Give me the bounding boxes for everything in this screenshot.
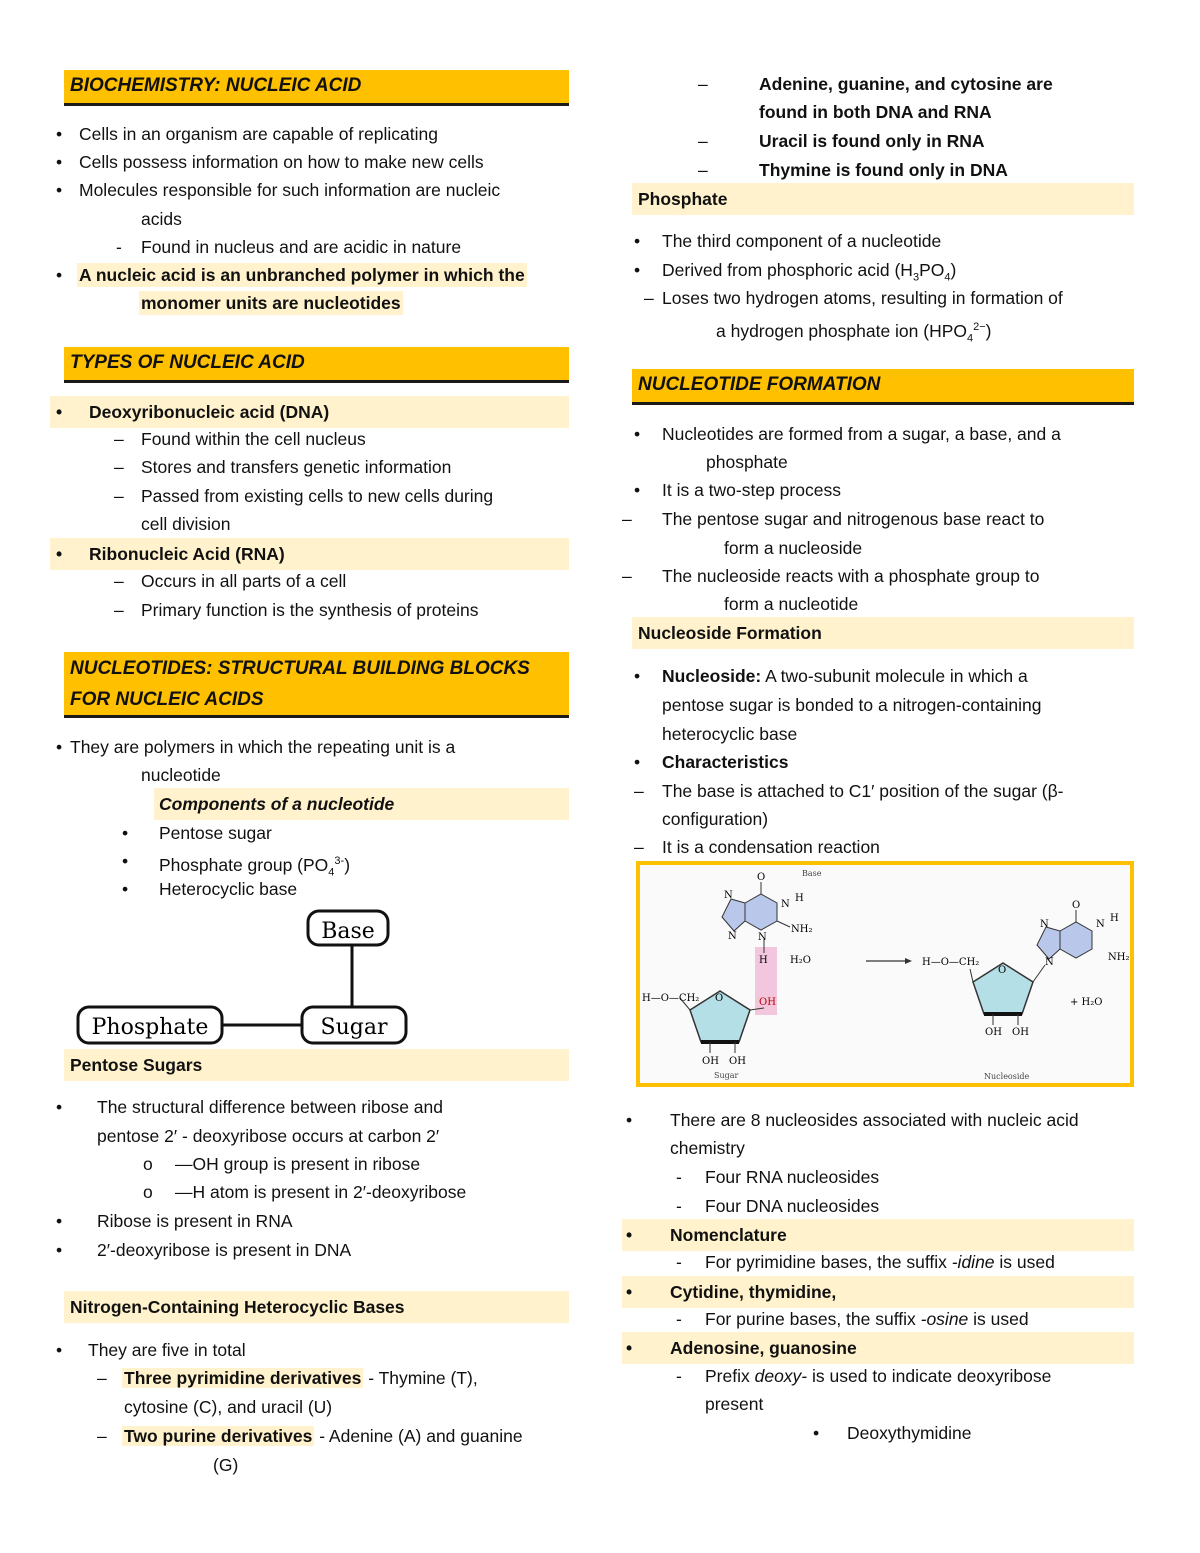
bullet-icon: • xyxy=(56,1240,63,1260)
pentose-line: pentose 2′ - deoxyribose occurs at carbon 2′ xyxy=(97,1126,440,1146)
bullet-icon: • xyxy=(56,124,63,144)
bases-note: Adenine, guanine, and cytosine are xyxy=(759,74,1053,94)
component-item: Pentose sugar xyxy=(159,823,272,843)
nucleic-acid-definition: monomer units are nucleotides xyxy=(141,293,401,313)
count-line: Four RNA nucleosides xyxy=(705,1167,880,1187)
formation-line: phosphate xyxy=(706,452,788,472)
count-line: There are 8 nucleosides associated with nucleic acid xyxy=(670,1110,1079,1130)
intro-line: Cells in an organism are capable of replicating xyxy=(79,124,438,144)
formation-line: The pentose sugar and nitrogenous base react to xyxy=(662,509,1045,529)
svg-text:N: N xyxy=(781,899,790,910)
nucleotides-intro: nucleotide xyxy=(141,765,221,785)
characteristic-line: configuration) xyxy=(662,809,769,829)
main-title: BIOCHEMISTRY: NUCLEIC ACID xyxy=(64,70,569,106)
svg-text:NH₂: NH₂ xyxy=(1108,952,1130,963)
bullet-icon: • xyxy=(634,666,641,686)
bullet-icon: • xyxy=(634,231,641,251)
bullet-icon: • xyxy=(56,180,63,200)
reaction-diagram xyxy=(640,865,1130,1083)
imidazole-ring xyxy=(722,899,745,931)
svg-text:N: N xyxy=(728,931,737,942)
dash-icon: – xyxy=(114,600,124,620)
svg-text:O: O xyxy=(715,993,724,1004)
bases-total: They are five in total xyxy=(88,1340,246,1360)
product-pyrimidine-ring xyxy=(1060,922,1092,958)
dash-icon: - xyxy=(676,1309,682,1329)
dash-icon: – xyxy=(114,571,124,591)
svg-text:OH: OH xyxy=(985,1027,1002,1038)
circle-bullet-icon: o xyxy=(143,1154,153,1174)
dash-icon: – xyxy=(698,131,708,151)
dash-icon: – xyxy=(622,509,632,529)
phosphate-line: a hydrogen phosphate ion $(HPO_4^{2-})$ xyxy=(716,320,992,345)
nucleotides-heading: NUCLEOTIDES: STRUCTURAL BUILDING BLOCKS FOR NUCLEIC ACIDS xyxy=(64,652,569,718)
count-line: chemistry xyxy=(670,1138,745,1158)
dash-icon: – xyxy=(698,160,708,180)
rna-label: • Ribonucleic Acid (RNA) xyxy=(50,538,569,570)
characteristic-line: It is a condensation reaction xyxy=(662,837,880,857)
pyrimidine-examples: • Cytidine, thymidine, xyxy=(622,1276,1134,1308)
bullet-icon: • xyxy=(56,152,63,172)
svg-text:NH₂: NH₂ xyxy=(791,924,813,935)
component-item: Phosphate group $(PO_4^{3-})$ xyxy=(159,854,351,879)
intro-line: Cells possess information on how to make new cells xyxy=(79,152,484,172)
dash-icon: - xyxy=(676,1252,682,1272)
bullet-icon: • xyxy=(634,752,641,772)
pyrimidine-line: cytosine (C), and uracil (U) xyxy=(124,1397,333,1417)
dash-icon: - xyxy=(676,1196,682,1216)
bullet-icon: • xyxy=(122,879,129,899)
nucleoside-definition: pentose sugar is bonded to a nitrogen-containing xyxy=(662,695,1042,715)
svg-text:N: N xyxy=(758,932,767,943)
types-heading: TYPES OF NUCLEIC ACID xyxy=(64,347,569,383)
nomenclature-line: present xyxy=(705,1394,764,1414)
svg-text:OH: OH xyxy=(702,1056,719,1067)
dna-point: cell division xyxy=(141,514,231,534)
svg-text:N: N xyxy=(1096,919,1105,930)
pentose-line: The structural difference between ribose and xyxy=(97,1097,443,1117)
nucleoside-reaction-figure xyxy=(636,861,1134,1087)
svg-text:O: O xyxy=(1072,900,1081,911)
nucleoside-caption: Nucleoside xyxy=(984,1072,1030,1081)
intro-line: Found in nucleus and are acidic in nature xyxy=(141,237,462,257)
deoxy-example: Deoxythymidine xyxy=(847,1423,972,1443)
product-imidazole-ring xyxy=(1037,927,1060,959)
nucleic-acid-definition: A nucleic acid is an unbranched polymer in which the xyxy=(79,265,525,285)
svg-text:O: O xyxy=(998,965,1007,976)
dash-icon: – xyxy=(97,1368,107,1388)
bullet-icon: • xyxy=(56,1097,63,1117)
count-line: Four DNA nucleosides xyxy=(705,1196,880,1216)
nucleoside-definition: Nucleoside: A two-subunit molecule in which a xyxy=(662,666,1028,686)
dash-icon: – xyxy=(698,74,708,94)
formation-heading: NUCLEOTIDE FORMATION xyxy=(632,369,1134,405)
dash-icon: – xyxy=(114,457,124,477)
purine-line: (G) xyxy=(213,1455,239,1475)
phosphate-line: The third component of a nucleotide xyxy=(662,231,942,251)
dash-icon: – xyxy=(644,288,654,308)
purine-examples: • Adenosine, guanosine xyxy=(622,1332,1134,1364)
svg-text:OH: OH xyxy=(759,997,776,1008)
formation-line: Nucleotides are formed from a sugar, a base, and a xyxy=(662,424,1061,444)
dash-icon: - xyxy=(676,1167,682,1187)
bullet-icon: • xyxy=(634,480,641,500)
pyrimidine-ring xyxy=(745,894,777,930)
bullet-icon: • xyxy=(56,1340,63,1360)
components-label: Components of a nucleotide xyxy=(154,788,569,820)
nucleotide-components-diagram xyxy=(74,908,414,1046)
dash-icon: - xyxy=(676,1366,682,1386)
bases-note: found in both DNA and RNA xyxy=(759,102,992,122)
component-item: Heterocyclic base xyxy=(159,879,298,899)
bullet-icon: • xyxy=(122,851,129,871)
bases-note: Thymine is found only in DNA xyxy=(759,160,1008,180)
dna-point: Passed from existing cells to new cells during xyxy=(141,486,494,506)
dash-icon: - xyxy=(116,237,122,257)
bullet-icon: • xyxy=(813,1423,820,1443)
dash-icon: – xyxy=(634,781,644,801)
svg-text:N: N xyxy=(724,890,733,901)
svg-text:O: O xyxy=(757,872,766,883)
sugar-caption: Sugar xyxy=(714,1071,739,1080)
svg-text:OH: OH xyxy=(729,1056,746,1067)
phosphate-heading: Phosphate xyxy=(632,183,1134,215)
formation-line: form a nucleotide xyxy=(724,594,859,614)
formation-line: The nucleoside reacts with a phosphate group to xyxy=(662,566,1040,586)
bullet-icon: • xyxy=(56,265,63,285)
water-product-label: + H₂O xyxy=(1070,997,1103,1008)
dna-point: Stores and transfers genetic information xyxy=(141,457,452,477)
bullet-icon: • xyxy=(122,823,129,843)
characteristic-line: The base is attached to C1′ position of the sugar (β- xyxy=(662,781,1064,801)
svg-text:N: N xyxy=(1040,919,1049,930)
sugar-label: Sugar xyxy=(320,1015,388,1040)
pyrimidine-line: Three pyrimidine derivatives - Thymine (T), xyxy=(124,1368,478,1388)
characteristics-label: Characteristics xyxy=(662,752,789,772)
bullet-icon: • xyxy=(56,737,63,757)
dash-icon: – xyxy=(114,486,124,506)
bases-note: Uracil is found only in RNA xyxy=(759,131,985,151)
pentose-line: Ribose is present in RNA xyxy=(97,1211,293,1231)
pentose-line: —OH group is present in ribose xyxy=(175,1154,421,1174)
formation-line: It is a two-step process xyxy=(662,480,841,500)
rna-point: Occurs in all parts of a cell xyxy=(141,571,347,591)
phosphate-line: Loses two hydrogen atoms, resulting in formation of xyxy=(662,288,1063,308)
svg-text:H: H xyxy=(1110,913,1119,924)
formation-line: form a nucleoside xyxy=(724,538,863,558)
water-label: H₂O xyxy=(790,955,811,966)
phosphate-label: Phosphate xyxy=(91,1015,209,1040)
dash-icon: – xyxy=(97,1426,107,1446)
svg-text:H: H xyxy=(795,893,804,904)
bases-heading: Nitrogen-Containing Heterocyclic Bases xyxy=(64,1291,569,1323)
dash-icon: – xyxy=(114,429,124,449)
phosphate-line: Derived from phosphoric acid $(H_3PO_4)$ xyxy=(662,260,957,284)
dash-icon: – xyxy=(634,837,644,857)
nomenclature-line: For pyrimidine bases, the suffix -idine is used xyxy=(705,1252,1055,1272)
pentose-heading: Pentose Sugars xyxy=(64,1049,569,1081)
bullet-icon: • xyxy=(634,424,641,444)
intro-line: acids xyxy=(141,209,182,229)
bullet-icon: • xyxy=(634,260,641,280)
pentose-line: —H atom is present in 2′-deoxyribose xyxy=(175,1182,467,1202)
base-caption: Base xyxy=(802,869,822,878)
svg-text:H—O—CH₂: H—O—CH₂ xyxy=(922,957,980,968)
bullet-icon: • xyxy=(56,1211,63,1231)
svg-text:OH: OH xyxy=(1012,1027,1029,1038)
svg-text:H—O—CH₂: H—O—CH₂ xyxy=(642,993,700,1004)
dna-point: Found within the cell nucleus xyxy=(141,429,366,449)
purine-line: Two purine derivatives - Adenine (A) and guanine xyxy=(124,1426,523,1446)
svg-text:H: H xyxy=(759,955,768,966)
rna-point: Primary function is the synthesis of proteins xyxy=(141,600,479,620)
nomenclature-label: • Nomenclature xyxy=(622,1219,1134,1251)
base-label: Base xyxy=(321,919,375,944)
nucleoside-heading: Nucleoside Formation xyxy=(632,617,1134,649)
intro-line: Molecules responsible for such information are nucleic xyxy=(79,180,501,200)
svg-text:N: N xyxy=(1045,957,1054,968)
dna-label: • Deoxyribonucleic acid (DNA) xyxy=(50,396,569,428)
pentose-line: 2′-deoxyribose is present in DNA xyxy=(97,1240,352,1260)
nomenclature-line: Prefix deoxy- is used to indicate deoxyribose xyxy=(705,1366,1052,1386)
nucleoside-definition: heterocyclic base xyxy=(662,724,798,744)
dash-icon: – xyxy=(622,566,632,586)
circle-bullet-icon: o xyxy=(143,1182,153,1202)
bullet-icon: • xyxy=(626,1110,633,1130)
nomenclature-line: For purine bases, the suffix -osine is used xyxy=(705,1309,1029,1329)
nucleotides-intro: They are polymers in which the repeating unit is a xyxy=(70,737,456,757)
